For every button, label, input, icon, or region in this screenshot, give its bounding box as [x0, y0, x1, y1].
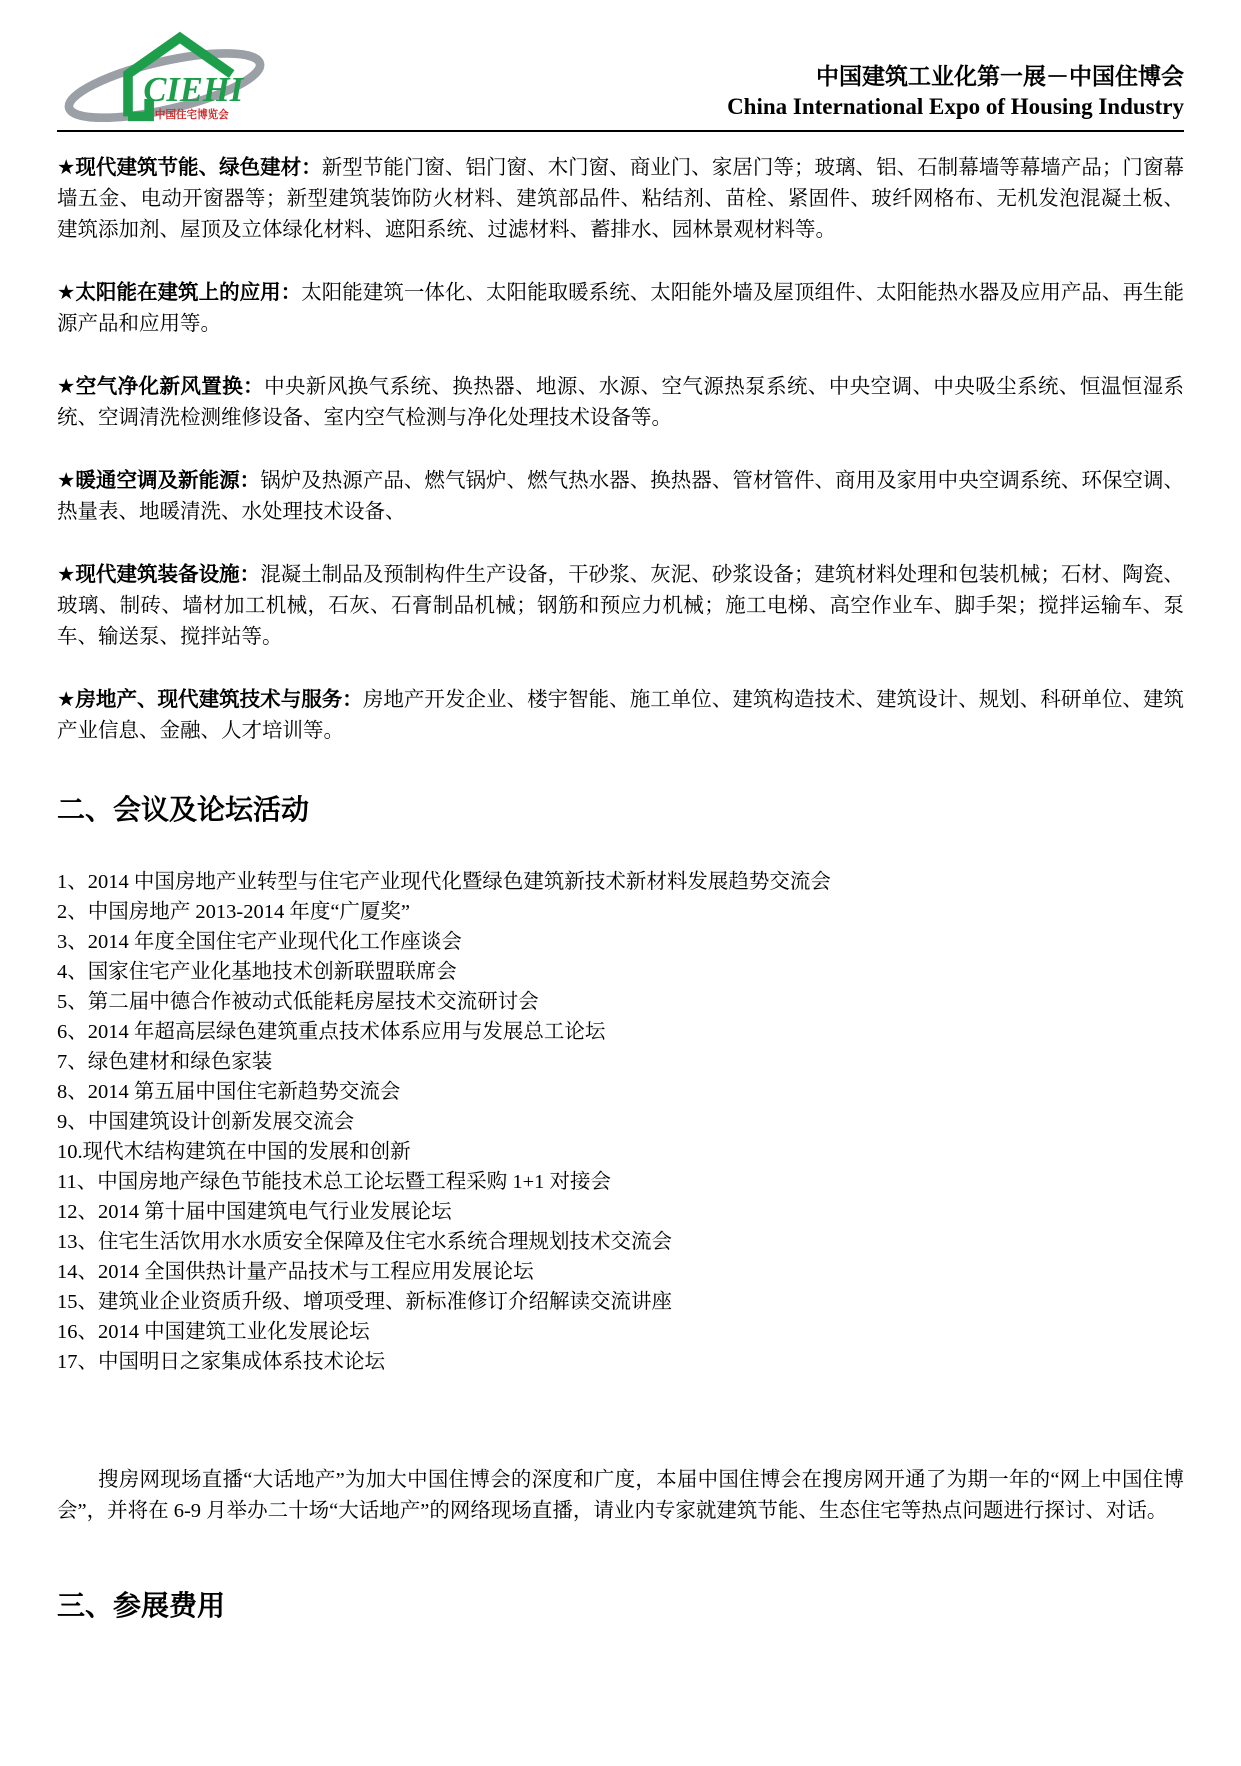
category-paragraph [57, 559, 1184, 653]
category-text: 中央新风换气系统、换热器、地源、水源、空气源热泵系统、中央空调、中央吸尘系统、恒温恒湿系统、空调清洗检测维修设备、室内空气检测与净化处理技术设备等。 [57, 376, 1184, 429]
forum-list-item: 4、国家住宅产业化基地技术创新联盟联席会 [57, 960, 457, 983]
forum-list [57, 867, 1184, 1377]
category-paragraph [57, 684, 1184, 747]
forum-list-item: 9、中国建筑设计创新发展交流会 [57, 1110, 355, 1133]
forum-list-item: 17、中国明日之家集成体系技术论坛 [57, 1350, 385, 1373]
page-header [57, 28, 1184, 124]
forum-list-item: 5、第二届中德合作被动式低能耗房屋技术交流研讨会 [57, 990, 539, 1013]
category-text: 混凝土制品及预制构件生产设备，干砂浆、灰泥、砂浆设备；建筑材料处理和包装机械；石材、陶瓷、玻璃、制砖、墙材加工机械，石灰、石膏制品机械；钢筋和预应力机械；施工电梯、高空作业车、脚手架；搅拌运输车、泵车、输送泵、搅拌站等。 [57, 564, 1184, 648]
category-label: ★房地产、现代建筑技术与服务： [57, 688, 363, 711]
header-divider [57, 130, 1184, 132]
category-paragraph [57, 371, 1184, 434]
forum-list-item: 11、中国房地产绿色节能技术总工论坛暨工程采购 1+1 对接会 [57, 1170, 612, 1193]
ciehi-logo [57, 28, 272, 124]
ciehi-logo-icon [57, 28, 272, 124]
category-label: ★现代建筑节能、绿色建材： [57, 156, 322, 179]
category-label: ★空气净化新风置换： [57, 375, 265, 398]
category-label: ★太阳能在建筑上的应用： [57, 281, 302, 304]
header-titles [727, 61, 1184, 124]
category-paragraph [57, 152, 1184, 246]
forum-list-item: 12、2014 第十届中国建筑电气行业发展论坛 [57, 1200, 452, 1223]
category-text: 锅炉及热源产品、燃气锅炉、燃气热水器、换热器、管材管件、商用及家用中央空调系统、环保空调、热量表、地暖清洗、水处理技术设备、 [57, 470, 1184, 523]
section-2-heading: 二、会议及论坛活动 [57, 794, 310, 825]
forum-list-item: 14、2014 全国供热计量产品技术与工程应用发展论坛 [57, 1260, 534, 1283]
forum-list-item: 13、住宅生活饮用水水质安全保障及住宅水系统合理规划技术交流会 [57, 1230, 672, 1253]
category-label: ★暖通空调及新能源： [57, 469, 261, 492]
category-paragraph [57, 465, 1184, 528]
exhibit-categories [57, 152, 1184, 747]
forum-list-item: 8、2014 第五届中国住宅新趋势交流会 [57, 1080, 401, 1103]
category-text: 房地产开发企业、楼宇智能、施工单位、建筑构造技术、建筑设计、规划、科研单位、建筑产业信息、金融、人才培训等。 [57, 689, 1184, 742]
logo-acronym: CIEHI [143, 70, 244, 109]
category-paragraph [57, 277, 1184, 340]
forum-list-item: 6、2014 年超高层绿色建筑重点技术体系应用与发展总工论坛 [57, 1020, 606, 1043]
section-3-heading: 三、参展费用 [57, 1589, 226, 1621]
category-text: 新型节能门窗、铝门窗、木门窗、商业门、家居门等；玻璃、铝、石制幕墙等幕墙产品；门窗幕墙五金、电动开窗器等；新型建筑装饰防火材料、建筑部品件、粘结剂、苗栓、紧固件、玻纤网格布、无机发泡混凝土板、建筑添加剂、屋顶及立体绿化材料、遮阳系统、过滤材料、蓄排水、园林景观材料等。 [57, 157, 1184, 241]
soufun-broadcast-paragraph: 搜房网现场直播“大话地产”为加大中国住博会的深度和广度，本届中国住博会在搜房网开通了为期一年的“网上中国住博会”，并将在 6-9 月举办二十场“大话地产”的网络现场直播，请业内专家就建筑节能、生态住宅等热点问题进行探讨、对话。 [57, 1468, 1184, 1522]
header-title-en: China International Expo of Housing Industry [727, 94, 1184, 120]
forum-list-item: 2、中国房地产 2013-2014 年度“广厦奖” [57, 900, 411, 923]
category-label: ★现代建筑装备设施： [57, 563, 261, 586]
forum-list-item: 15、建筑业企业资质升级、增项受理、新标准修订介绍解读交流讲座 [57, 1290, 672, 1313]
header-title-zh: 中国建筑工业化第一展－中国住博会 [816, 63, 1184, 90]
logo-subtitle: 中国住宅博览会 [154, 109, 229, 122]
forum-list-item: 16、2014 中国建筑工业化发展论坛 [57, 1320, 370, 1343]
forum-list-item: 1、2014 中国房地产业转型与住宅产业现代化暨绿色建筑新技术新材料发展趋势交流会 [57, 870, 831, 893]
category-text: 太阳能建筑一体化、太阳能取暖系统、太阳能外墙及屋顶组件、太阳能热水器及应用产品、再生能源产品和应用等。 [57, 282, 1184, 335]
forum-list-item: 3、2014 年度全国住宅产业现代化工作座谈会 [57, 930, 462, 953]
forum-list-item: 10.现代木结构建筑在中国的发展和创新 [57, 1140, 411, 1163]
forum-list-item: 7、绿色建材和绿色家装 [57, 1050, 273, 1073]
